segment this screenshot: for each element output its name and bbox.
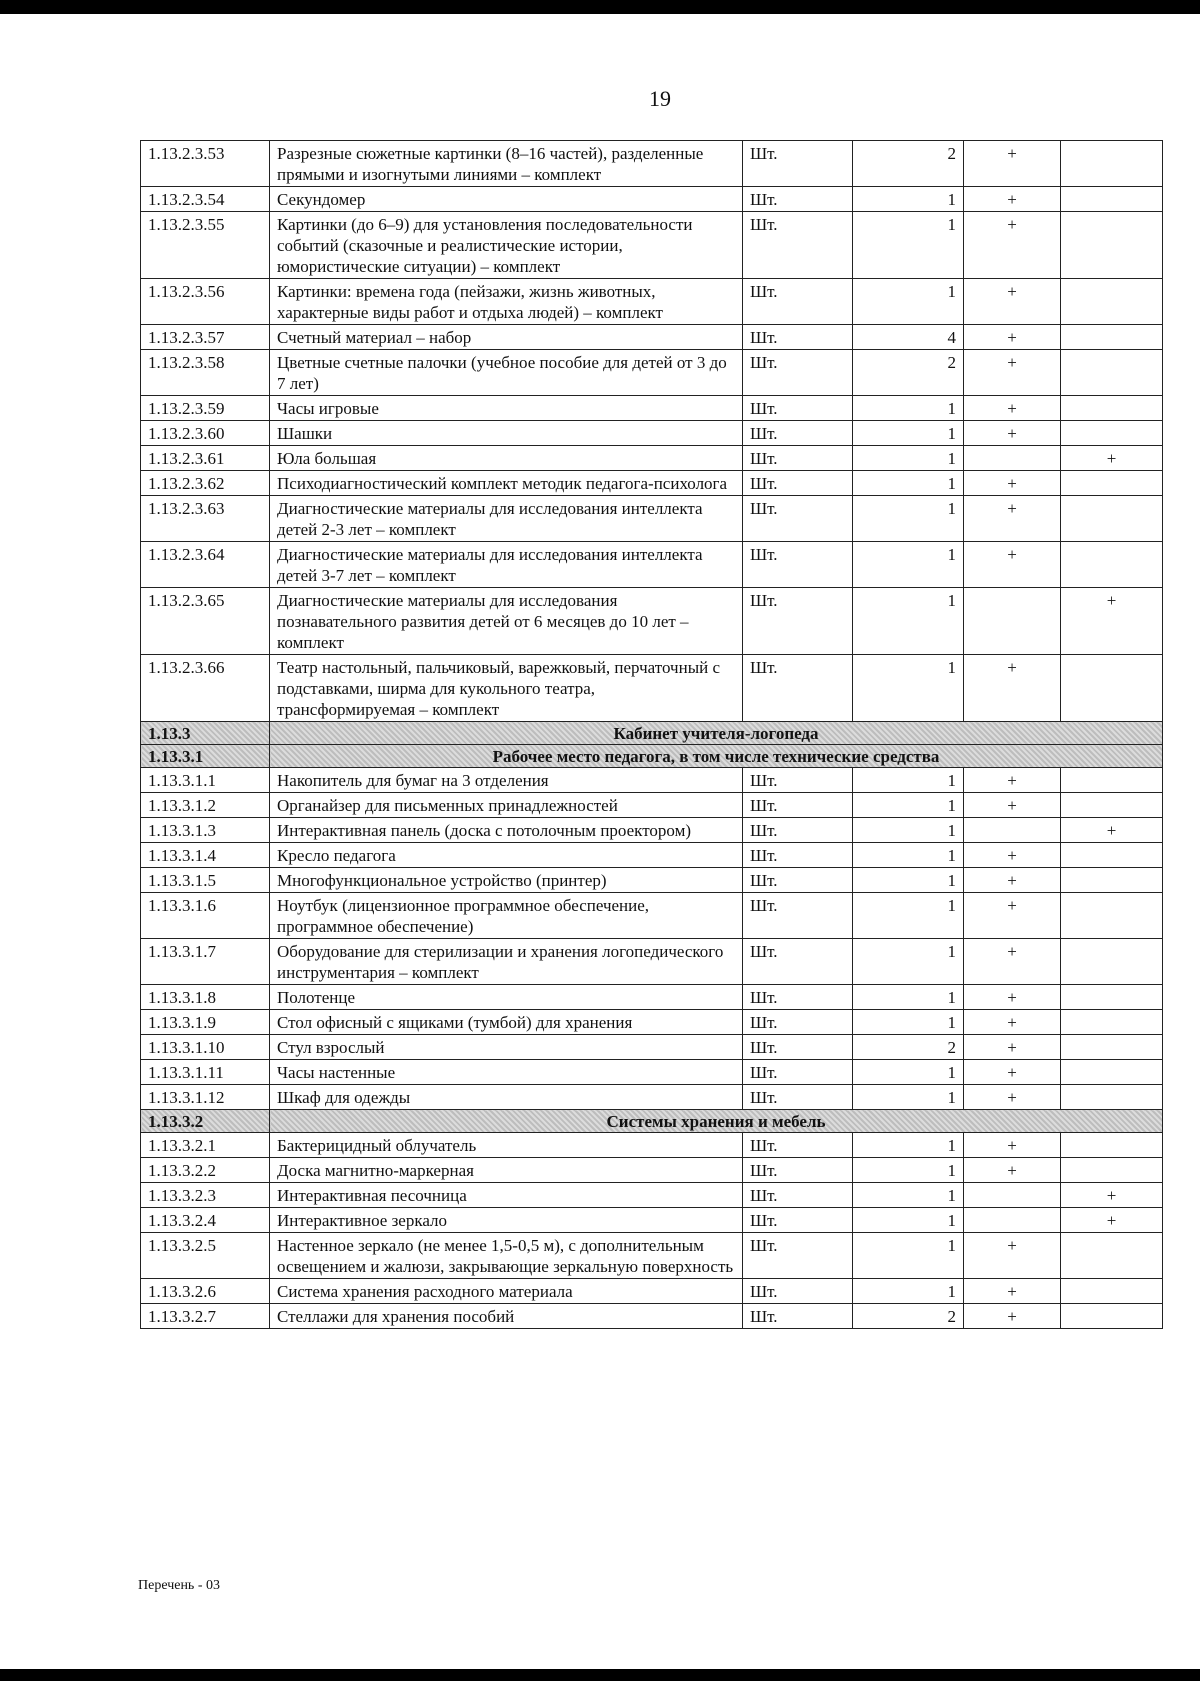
item-code: 1.13.2.3.57 (141, 325, 270, 350)
item-name: Счетный материал – набор (270, 325, 743, 350)
item-name: Полотенце (270, 985, 743, 1010)
item-name: Шашки (270, 421, 743, 446)
item-quantity: 4 (853, 325, 964, 350)
item-unit: Шт. (743, 843, 853, 868)
item-code: 1.13.3.1.8 (141, 985, 270, 1010)
table-row (141, 212, 1163, 279)
table-row (141, 1085, 1163, 1110)
item-unit: Шт. (743, 1060, 853, 1085)
item-name: Шкаф для одежды (270, 1085, 743, 1110)
table-row (141, 893, 1163, 939)
item-name: Органайзер для письменных принадлежностей (270, 793, 743, 818)
mark-column-2 (1061, 421, 1163, 446)
item-code: 1.13.3.2.6 (141, 1279, 270, 1304)
table-row (141, 187, 1163, 212)
item-code: 1.13.3.1.6 (141, 893, 270, 939)
mark-column-2 (1061, 768, 1163, 793)
item-quantity: 1 (853, 1060, 964, 1085)
scan-border-bottom (0, 1669, 1200, 1681)
item-name: Часы настенные (270, 1060, 743, 1085)
mark-column-1: + (964, 1158, 1061, 1183)
table-row (141, 421, 1163, 446)
section-code: 1.13.3.1 (141, 745, 270, 768)
item-name: Юла большая (270, 446, 743, 471)
mark-column-1: + (964, 496, 1061, 542)
mark-column-2 (1061, 1035, 1163, 1060)
item-name: Интерактивная песочница (270, 1183, 743, 1208)
mark-column-1: + (964, 542, 1061, 588)
table-row (141, 1060, 1163, 1085)
mark-column-2 (1061, 1060, 1163, 1085)
item-code: 1.13.3.1.9 (141, 1010, 270, 1035)
mark-column-2 (1061, 1085, 1163, 1110)
item-code: 1.13.2.3.54 (141, 187, 270, 212)
table-row (141, 1183, 1163, 1208)
item-name: Многофункциональное устройство (принтер) (270, 868, 743, 893)
item-name: Стол офисный с ящиками (тумбой) для хранения (270, 1010, 743, 1035)
mark-column-1: + (964, 212, 1061, 279)
item-name: Картинки: времена года (пейзажи, жизнь животных, характерные виды работ и отдыха людей) – комплект (270, 279, 743, 325)
mark-column-2 (1061, 843, 1163, 868)
mark-column-2 (1061, 542, 1163, 588)
table-row (141, 588, 1163, 655)
item-unit: Шт. (743, 768, 853, 793)
item-code: 1.13.3.2.2 (141, 1158, 270, 1183)
mark-column-2 (1061, 350, 1163, 396)
table-row (141, 1158, 1163, 1183)
mark-column-1 (964, 1183, 1061, 1208)
table-row (141, 1208, 1163, 1233)
mark-column-1: + (964, 793, 1061, 818)
table-row (141, 471, 1163, 496)
item-unit: Шт. (743, 1279, 853, 1304)
item-name: Бактерицидный облучатель (270, 1133, 743, 1158)
table-row (141, 1035, 1163, 1060)
table-row (141, 350, 1163, 396)
item-quantity: 2 (853, 1304, 964, 1329)
item-quantity: 1 (853, 1010, 964, 1035)
mark-column-1: + (964, 471, 1061, 496)
mark-column-2 (1061, 939, 1163, 985)
item-name: Кресло педагога (270, 843, 743, 868)
item-unit: Шт. (743, 212, 853, 279)
item-unit: Шт. (743, 793, 853, 818)
item-unit: Шт. (743, 1085, 853, 1110)
table-row (141, 985, 1163, 1010)
mark-column-2: + (1061, 588, 1163, 655)
item-unit: Шт. (743, 1183, 853, 1208)
item-code: 1.13.3.2.3 (141, 1183, 270, 1208)
item-code: 1.13.2.3.55 (141, 212, 270, 279)
mark-column-1: + (964, 421, 1061, 446)
mark-column-1 (964, 818, 1061, 843)
mark-column-1: + (964, 141, 1061, 187)
item-unit: Шт. (743, 1233, 853, 1279)
item-unit: Шт. (743, 542, 853, 588)
footer-label: Перечень - 03 (138, 1578, 220, 1593)
section-title: Кабинет учителя-логопеда (270, 722, 1163, 745)
item-code: 1.13.3.1.10 (141, 1035, 270, 1060)
item-unit: Шт. (743, 446, 853, 471)
table-row (141, 768, 1163, 793)
item-quantity: 1 (853, 1158, 964, 1183)
mark-column-1: + (964, 1304, 1061, 1329)
item-code: 1.13.3.1.3 (141, 818, 270, 843)
item-quantity: 1 (853, 985, 964, 1010)
item-quantity: 1 (853, 843, 964, 868)
item-quantity: 1 (853, 1208, 964, 1233)
item-code: 1.13.3.1.7 (141, 939, 270, 985)
item-unit: Шт. (743, 985, 853, 1010)
item-code: 1.13.3.1.1 (141, 768, 270, 793)
item-quantity: 1 (853, 396, 964, 421)
page-number: 19 (649, 86, 671, 111)
item-quantity: 1 (853, 793, 964, 818)
item-quantity: 1 (853, 1085, 964, 1110)
table-row (141, 325, 1163, 350)
item-quantity: 1 (853, 893, 964, 939)
item-name: Секундомер (270, 187, 743, 212)
mark-column-2 (1061, 793, 1163, 818)
item-quantity: 1 (853, 542, 964, 588)
item-unit: Шт. (743, 421, 853, 446)
mark-column-1: + (964, 279, 1061, 325)
mark-column-1 (964, 446, 1061, 471)
item-name: Оборудование для стерилизации и хранения логопедического инструментария – комплект (270, 939, 743, 985)
item-name: Цветные счетные палочки (учебное пособие для детей от 3 до 7 лет) (270, 350, 743, 396)
item-quantity: 1 (853, 279, 964, 325)
mark-column-2 (1061, 279, 1163, 325)
item-unit: Шт. (743, 818, 853, 843)
equipment-table (140, 140, 1163, 1329)
item-unit: Шт. (743, 187, 853, 212)
item-name: Система хранения расходного материала (270, 1279, 743, 1304)
mark-column-2 (1061, 1010, 1163, 1035)
item-code: 1.13.2.3.66 (141, 655, 270, 722)
item-unit: Шт. (743, 893, 853, 939)
mark-column-1: + (964, 868, 1061, 893)
item-quantity: 2 (853, 350, 964, 396)
table-row (141, 655, 1163, 722)
item-unit: Шт. (743, 588, 853, 655)
section-title: Рабочее место педагога, в том числе технические средства (270, 745, 1163, 768)
item-name: Театр настольный, пальчиковый, варежковый, перчаточный с подставками, ширма для кукольного театра, трансформируемая – комплект (270, 655, 743, 722)
table-row (141, 446, 1163, 471)
item-unit: Шт. (743, 350, 853, 396)
mark-column-2 (1061, 396, 1163, 421)
item-name: Стул взрослый (270, 1035, 743, 1060)
item-name: Психодиагностический комплект методик педагога-психолога (270, 471, 743, 496)
mark-column-1: + (964, 1035, 1061, 1060)
item-code: 1.13.2.3.56 (141, 279, 270, 325)
mark-column-1: + (964, 1085, 1061, 1110)
item-quantity: 1 (853, 1183, 964, 1208)
item-unit: Шт. (743, 1133, 853, 1158)
item-name: Настенное зеркало (не менее 1,5-0,5 м), с дополнительным освещением и жалюзи, закрывающие зеркальную поверхность (270, 1233, 743, 1279)
mark-column-2 (1061, 868, 1163, 893)
item-unit: Шт. (743, 1304, 853, 1329)
mark-column-2 (1061, 893, 1163, 939)
table-row (141, 818, 1163, 843)
mark-column-1: + (964, 985, 1061, 1010)
table-row (141, 396, 1163, 421)
mark-column-2: + (1061, 446, 1163, 471)
item-code: 1.13.3.2.7 (141, 1304, 270, 1329)
mark-column-2 (1061, 1158, 1163, 1183)
mark-column-1: + (964, 1060, 1061, 1085)
table-row (141, 1010, 1163, 1035)
table-row (141, 1279, 1163, 1304)
item-name: Интерактивное зеркало (270, 1208, 743, 1233)
mark-column-1: + (964, 939, 1061, 985)
item-quantity: 1 (853, 1233, 964, 1279)
item-quantity: 1 (853, 446, 964, 471)
item-code: 1.13.3.1.11 (141, 1060, 270, 1085)
item-code: 1.13.2.3.60 (141, 421, 270, 446)
table-row (141, 1304, 1163, 1329)
mark-column-2 (1061, 212, 1163, 279)
item-name: Разрезные сюжетные картинки (8–16 частей), разделенные прямыми и изогнутыми линиями – комплект (270, 141, 743, 187)
mark-column-2 (1061, 325, 1163, 350)
item-code: 1.13.2.3.63 (141, 496, 270, 542)
table-row (141, 793, 1163, 818)
item-quantity: 1 (853, 588, 964, 655)
mark-column-1: + (964, 1279, 1061, 1304)
mark-column-1: + (964, 655, 1061, 722)
table-row (141, 496, 1163, 542)
mark-column-2 (1061, 471, 1163, 496)
item-unit: Шт. (743, 655, 853, 722)
mark-column-2 (1061, 1133, 1163, 1158)
mark-column-1: + (964, 1133, 1061, 1158)
item-unit: Шт. (743, 141, 853, 187)
item-code: 1.13.2.3.61 (141, 446, 270, 471)
mark-column-1 (964, 1208, 1061, 1233)
item-quantity: 1 (853, 496, 964, 542)
item-code: 1.13.2.3.59 (141, 396, 270, 421)
mark-column-1: + (964, 1233, 1061, 1279)
section-row (141, 722, 1163, 745)
item-code: 1.13.3.1.5 (141, 868, 270, 893)
item-name: Диагностические материалы для исследования познавательного развития детей от 6 месяцев до 10 лет – комплект (270, 588, 743, 655)
item-unit: Шт. (743, 939, 853, 985)
item-unit: Шт. (743, 868, 853, 893)
section-row (141, 1110, 1163, 1133)
item-quantity: 1 (853, 212, 964, 279)
section-code: 1.13.3.2 (141, 1110, 270, 1133)
item-code: 1.13.3.1.12 (141, 1085, 270, 1110)
item-unit: Шт. (743, 279, 853, 325)
mark-column-2 (1061, 187, 1163, 212)
section-code: 1.13.3 (141, 722, 270, 745)
mark-column-2 (1061, 655, 1163, 722)
table-row (141, 141, 1163, 187)
section-title: Системы хранения и мебель (270, 1110, 1163, 1133)
table-row (141, 542, 1163, 588)
mark-column-2 (1061, 985, 1163, 1010)
item-unit: Шт. (743, 325, 853, 350)
item-name: Диагностические материалы для исследования интеллекта детей 3-7 лет – комплект (270, 542, 743, 588)
table-row (141, 868, 1163, 893)
item-code: 1.13.3.2.1 (141, 1133, 270, 1158)
item-code: 1.13.2.3.53 (141, 141, 270, 187)
item-unit: Шт. (743, 1158, 853, 1183)
table-row (141, 939, 1163, 985)
mark-column-1: + (964, 768, 1061, 793)
item-code: 1.13.2.3.65 (141, 588, 270, 655)
item-name: Стеллажи для хранения пособий (270, 1304, 743, 1329)
mark-column-2: + (1061, 818, 1163, 843)
mark-column-1: + (964, 1010, 1061, 1035)
mark-column-2: + (1061, 1208, 1163, 1233)
item-name: Накопитель для бумаг на 3 отделения (270, 768, 743, 793)
item-quantity: 1 (853, 655, 964, 722)
item-unit: Шт. (743, 471, 853, 496)
table-row (141, 1133, 1163, 1158)
item-unit: Шт. (743, 1010, 853, 1035)
mark-column-2 (1061, 1233, 1163, 1279)
item-unit: Шт. (743, 1208, 853, 1233)
mark-column-1: + (964, 325, 1061, 350)
item-name: Часы игровые (270, 396, 743, 421)
item-code: 1.13.2.3.58 (141, 350, 270, 396)
item-name: Доска магнитно-маркерная (270, 1158, 743, 1183)
item-code: 1.13.3.2.5 (141, 1233, 270, 1279)
mark-column-2 (1061, 1279, 1163, 1304)
item-quantity: 1 (853, 471, 964, 496)
item-quantity: 1 (853, 421, 964, 446)
scan-border-top (0, 0, 1200, 14)
table-row (141, 1233, 1163, 1279)
mark-column-2: + (1061, 1183, 1163, 1208)
item-quantity: 1 (853, 187, 964, 212)
item-name: Ноутбук (лицензионное программное обеспечение, программное обеспечение) (270, 893, 743, 939)
item-code: 1.13.3.2.4 (141, 1208, 270, 1233)
item-quantity: 2 (853, 141, 964, 187)
item-quantity: 1 (853, 1279, 964, 1304)
item-quantity: 2 (853, 1035, 964, 1060)
mark-column-1: + (964, 396, 1061, 421)
item-name: Диагностические материалы для исследования интеллекта детей 2-3 лет – комплект (270, 496, 743, 542)
mark-column-1: + (964, 350, 1061, 396)
table-row (141, 843, 1163, 868)
item-quantity: 1 (853, 818, 964, 843)
item-quantity: 1 (853, 768, 964, 793)
mark-column-2 (1061, 496, 1163, 542)
item-unit: Шт. (743, 496, 853, 542)
item-code: 1.13.3.1.4 (141, 843, 270, 868)
item-name: Интерактивная панель (доска с потолочным проектором) (270, 818, 743, 843)
item-code: 1.13.2.3.64 (141, 542, 270, 588)
item-quantity: 1 (853, 1133, 964, 1158)
item-quantity: 1 (853, 939, 964, 985)
mark-column-2 (1061, 1304, 1163, 1329)
item-quantity: 1 (853, 868, 964, 893)
table-row (141, 279, 1163, 325)
section-row (141, 745, 1163, 768)
item-code: 1.13.2.3.62 (141, 471, 270, 496)
item-name: Картинки (до 6–9) для установления последовательности событий (сказочные и реалистические истории, юмористические ситуации) – комплект (270, 212, 743, 279)
mark-column-1: + (964, 187, 1061, 212)
item-unit: Шт. (743, 396, 853, 421)
mark-column-2 (1061, 141, 1163, 187)
item-code: 1.13.3.1.2 (141, 793, 270, 818)
mark-column-1: + (964, 843, 1061, 868)
mark-column-1 (964, 588, 1061, 655)
item-unit: Шт. (743, 1035, 853, 1060)
mark-column-1: + (964, 893, 1061, 939)
